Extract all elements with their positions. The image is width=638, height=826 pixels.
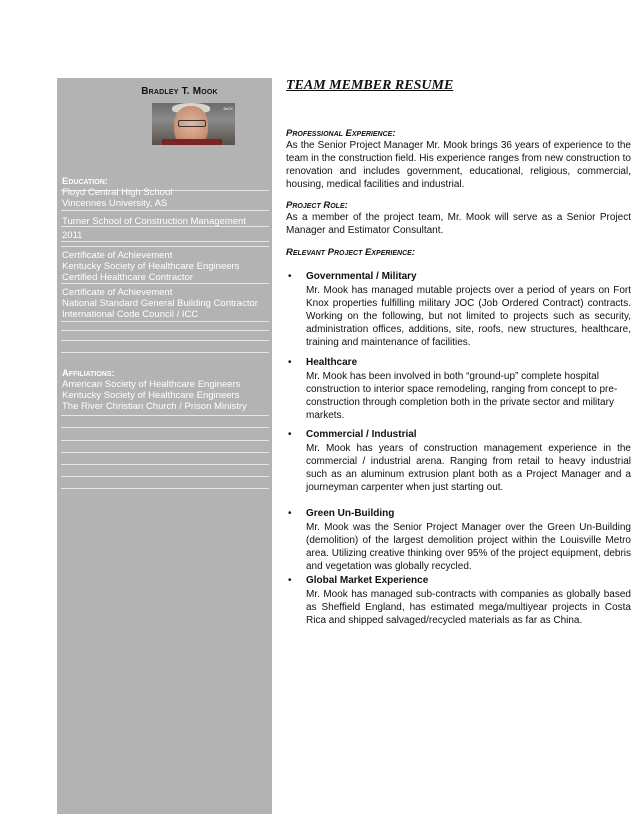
item-text: Mr. Mook has years of construction management experience in the commercial / industrial arena. Ranging from retail to heavy industrial such as an aluminum extrusion plant both as a Project Manager and a journeyman carpenter when just starting out. — [306, 443, 631, 493]
item-text: Mr. Mook has managed mutable projects over a period of years on Fort Knox properties fulfilling military JOC (Job Ordered Contract) contracts. Working on the following, but not limited to projects such as security, administration offices, additions, site, roofs, new structures, healthcare, training and maintenance of facilities. — [306, 285, 631, 348]
item-text: Mr. Mook was the Senior Project Manager over the Green Un-Building (demolition) of the largest demolition project within the Louisville Metro area. Utilizing creative thinking over 95% of the project equipment, debris and vegetation was globally recycled. — [306, 522, 631, 572]
page-title: TEAM MEMBER RESUME — [286, 78, 454, 93]
divider — [61, 440, 269, 441]
certificate-item: Certificate of Achievement — [62, 250, 173, 261]
affiliations-heading: Affiliations: — [62, 368, 115, 379]
item-text: Mr. Mook has been involved in both “ground-up” complete hospital construction to interior space remodeling, ranging from concept to pre-construction through completion both in the private sector and military markets. — [306, 371, 618, 421]
certificate-item: Certified Healthcare Contractor — [62, 272, 193, 283]
divider — [61, 321, 269, 322]
certificate-item: Kentucky Society of Healthcare Engineers — [62, 261, 240, 272]
photo-tag: JACK — [222, 106, 233, 111]
divider — [61, 340, 269, 341]
bullet: • — [288, 271, 292, 282]
item-heading: Global Market Experience — [306, 575, 429, 586]
bullet: • — [288, 357, 292, 368]
turner-section — [62, 216, 268, 241]
relevant-heading: Relevant Project Experience: — [286, 247, 415, 258]
divider — [61, 210, 269, 211]
item-heading: Governmental / Military — [306, 271, 417, 282]
affiliation-item: American Society of Healthcare Engineers — [62, 379, 241, 390]
affiliation-item: Kentucky Society of Healthcare Engineers — [62, 390, 240, 401]
bullet: • — [288, 575, 292, 586]
certificate-item: National Standard General Building Contractor — [62, 298, 258, 309]
experience-text: As the Senior Project Manager Mr. Mook brings 36 years of experience to the team in the construction field. His experience ranges from new construction to renovation and includes government, educational, religious, commercial, housing, medical facilities and industrial. — [286, 140, 631, 190]
divider — [61, 464, 269, 465]
divider — [61, 476, 269, 477]
education-item: Floyd Central High School — [62, 187, 173, 198]
affiliation-item: The River Christian Church / Prison Ministry — [62, 401, 247, 412]
bullet: • — [288, 508, 292, 519]
certificate-section — [62, 287, 268, 320]
experience-heading: Professional Experience: — [286, 128, 396, 139]
certificate-item: International Code Council / ICC — [62, 309, 199, 320]
education-item: Vincennes University, AS — [62, 198, 168, 209]
candidate-name: Bradley T. Mook — [141, 86, 218, 97]
divider — [61, 246, 269, 247]
divider — [61, 352, 269, 353]
education-item: Turner School of Construction Management — [62, 216, 246, 227]
item-text: Mr. Mook has managed sub-contracts with companies as globally based as Sheffield England, has estimated mega/multiyear projects in Costa Rica and shipped salvaged/recycled materials as far as China. — [306, 589, 631, 626]
bullet: • — [288, 429, 292, 440]
divider — [61, 283, 269, 284]
role-heading: Project Role: — [286, 200, 348, 211]
education-section — [62, 176, 268, 209]
profile-photo — [152, 103, 235, 145]
certificate-item: Certificate of Achievement — [62, 287, 173, 298]
divider — [61, 488, 269, 489]
divider — [61, 241, 269, 242]
education-heading: Education: — [62, 176, 108, 187]
affiliations-section — [62, 368, 268, 412]
item-heading: Green Un-Building — [306, 508, 395, 519]
education-item: 2011 — [62, 230, 83, 241]
divider — [61, 427, 269, 428]
divider — [61, 330, 269, 331]
divider — [61, 415, 269, 416]
item-heading: Commercial / Industrial — [306, 429, 417, 440]
item-heading: Healthcare — [306, 357, 358, 368]
certificate-section — [62, 250, 268, 283]
role-text: As a member of the project team, Mr. Mook will serve as a Senior Project Manager and Estimator Consultant. — [286, 212, 631, 236]
divider — [61, 452, 269, 453]
